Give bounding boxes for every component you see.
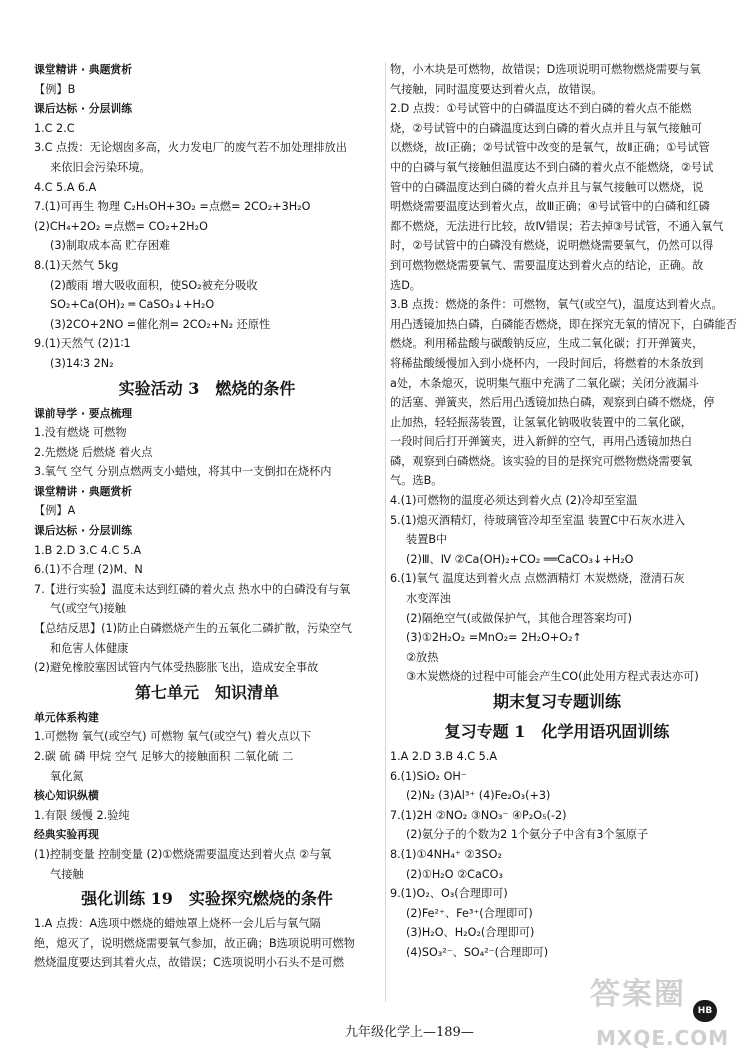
answer-line: 3.氧气 空气 分别点燃两支小蜡烛，将其中一支倒扣在烧杯内: [34, 465, 332, 479]
answer-line: 6.(1)不合理 (2)M、N: [34, 563, 143, 577]
section-heading: 核心知识纵横: [34, 789, 99, 803]
answer-line: (2)氨分子的个数为2 1个氨分子中含有3个氢原子: [406, 828, 649, 842]
answer-line: 到可燃物燃烧需要氧气、需要温度达到着火点的结论，正确。故: [390, 258, 704, 272]
answer-line: 1.可燃物 氧气(或空气) 可燃物 氧气(或空气) 着火点以下: [34, 730, 312, 744]
section-heading: 课后达标 · 分层训练: [34, 102, 132, 116]
answer-line: 氧化氮: [50, 769, 84, 783]
answer-line: 气(或空气)接触: [50, 602, 126, 616]
answer-line: 2.碳 硫 磷 甲烷 空气 足够大的接触面积 二氧化硫 二: [34, 750, 294, 763]
answer-line: (3)制取成本高 贮存困难: [50, 239, 171, 253]
left-column: [34, 60, 380, 973]
answer-line: 磷，观察到白磷燃烧。该实验的目的是探究可燃物燃烧需要氧: [390, 454, 693, 468]
answer-line: 2.先燃烧 后燃烧 着火点: [34, 445, 153, 459]
answer-line: (1)控制变量 控制变量 (2)①燃烧需要温度达到着火点 ②与氧: [34, 847, 332, 861]
answer-line: (2)Ⅲ、Ⅳ ②Ca(OH)₂+CO₂ ══CaCO₃↓+H₂O: [406, 552, 634, 566]
answer-line: 3.B 点拨：燃烧的条件：可燃物，氧气(或空气)，温度达到着火点。: [390, 298, 723, 312]
answer-line: 气接触，同时温度要达到着火点，故错误。: [390, 82, 603, 96]
answer-line: 1.有限 缓慢 2.验纯: [34, 808, 130, 822]
answer-line: 8.(1)①4NH₄⁺ ②3SO₂: [390, 847, 502, 861]
answer-line: 选D。: [390, 278, 421, 292]
answer-line: 8.(1)天然气 5kg: [34, 258, 119, 272]
answer-line: 气。选B。: [390, 474, 443, 488]
answer-line: (3)①2H₂O₂ =MnO₂= 2H₂O+O₂↑: [406, 631, 582, 645]
answer-line: 一段时间后打开弹簧夹，进入新鲜的空气，再用凸透镜加热白: [390, 435, 693, 449]
answer-line: 2.D 点拨：①号试管中的白磷温度达不到白磷的着火点不能燃: [390, 102, 692, 116]
right-column: [390, 60, 737, 963]
answer-line: 气接触: [50, 867, 84, 881]
answer-line: 用凸透镜加热白磷，白磷能否燃烧，即在探究无氧的情况下，白磷能否: [390, 317, 737, 331]
section-heading: 课前导学 · 要点梳理: [34, 406, 132, 420]
answer-line: 物，小木块是可燃物，故错误；D选项说明可燃物燃烧需要与氧: [390, 63, 701, 76]
answer-line: (2)N₂ (3)Al³⁺ (4)Fe₂O₃(+3): [406, 789, 551, 803]
column-divider: [385, 62, 386, 1002]
watermark-text: 答案圈: [590, 977, 686, 1012]
answer-line: 7.【进行实验】温度未达到红磷的着火点 热水中的白磷没有与氧: [34, 582, 351, 596]
answer-line: 1.B 2.D 3.C 4.C 5.A: [34, 543, 142, 557]
unit-title: 强化训练 19 实验探究燃烧的条件: [81, 889, 333, 909]
answer-line: 的活塞、弹簧夹，然后用凸透镜加热白磷，观察到白磷不燃烧，停: [390, 396, 715, 410]
answer-line: 9.(1)O₂、O₃(合理即可): [390, 887, 508, 901]
answer-line: 中的白磷与氧气接触但温度达不到白磷的着火点不能燃烧，②号试: [390, 160, 714, 174]
answer-line: 水变浑浊: [406, 592, 451, 606]
section-heading: 单元体系构建: [34, 710, 99, 724]
answer-line: 时，②号试管中的白磷没有燃烧，说明燃烧需要氧气，仍然可以得: [390, 239, 714, 253]
answer-line: (3)H₂O、H₂O₂(合理即可): [406, 926, 535, 940]
answer-line: ②放热: [406, 650, 439, 664]
answer-line: 6.(1)SiO₂ OH⁻: [390, 769, 467, 783]
unit-title: 实验活动 3 燃烧的条件: [118, 378, 296, 398]
answer-line: 管中的白磷温度达到白磷的着火点并且与氧气接触可以燃烧，说: [390, 180, 704, 194]
answer-line: a处，木条熄灭，说明集气瓶中充满了二氧化碳；关闭分液漏斗: [390, 376, 699, 390]
answer-line: 绝，熄灭了，说明燃烧需要氧气参加，故正确；B选项说明可燃物: [34, 936, 355, 950]
answer-line: 烧，②号试管中的白磷温度达到白磷的着火点并且与氧气接触可: [390, 121, 703, 135]
answer-line: 6.(1)氧气 温度达到着火点 点燃酒精灯 木炭燃烧，澄清石灰: [390, 572, 685, 586]
watermark-url: MXQE.COM: [596, 1026, 730, 1050]
answer-line: (2)酸雨 增大吸收面积，使SO₂被充分吸收: [50, 278, 258, 292]
unit-title: 复习专题 1 化学用语巩固训练: [444, 722, 670, 741]
answer-line: 7.(1)可再生 物理 C₂H₅OH+3O₂ =点燃= 2CO₂+3H₂O: [34, 200, 311, 214]
answer-line: 将稀盐酸缓慢加入到小烧杯内，一段时间后，将燃着的木条放到: [390, 356, 704, 370]
answer-line: 和危害人体健康: [50, 641, 129, 655]
answer-line: 止加热，轻轻振荡装置，让氢氧化钠吸收装置中的二氧化碳，: [390, 415, 693, 429]
answer-line: 7.(1)2H ②NO₂ ③NO₃⁻ ④P₂O₅(-2): [390, 808, 567, 822]
answer-line: 1.A 2.D 3.B 4.C 5.A: [390, 750, 498, 763]
answer-line: 1.A 点拨：A选项中燃烧的蜡烛罩上烧杯一会儿后与氧气隔: [34, 917, 321, 931]
answer-line: 来依旧会污染环境。: [50, 160, 151, 174]
answer-line: 4.C 5.A 6.A: [34, 180, 97, 194]
answer-line: 【例】A: [34, 504, 76, 518]
section-heading: 课堂精讲 · 典题赏析: [34, 484, 132, 498]
answer-line: 以燃烧，故Ⅰ正确；②号试管中改变的是氧气，故Ⅱ正确；①号试管: [390, 141, 710, 155]
answer-line: ③木炭燃烧的过程中可能会产生CO(此处用方程式表达亦可): [406, 670, 699, 684]
answer-line: 1.C 2.C: [34, 121, 75, 135]
answer-line: (2)隔绝空气(或做保护气，其他合理答案均可): [406, 611, 632, 625]
answer-line: 5.(1)熄灭酒精灯，待玻璃管冷却至室温 装置C中石灰水进入: [390, 513, 686, 527]
answer-line: 4.(1)可燃物的温度必须达到着火点 (2)冷却至室温: [390, 494, 638, 508]
page-folio: 九年级化学上—189—: [345, 1025, 474, 1040]
answer-line: 3.C 点拨：无论烟囱多高，火力发电厂的废气若不加处理排放出: [34, 141, 347, 155]
section-heading: 经典实验再现: [34, 828, 99, 842]
answer-line: 1.没有燃烧 可燃物: [34, 426, 127, 440]
answer-line: (4)SO₃²⁻、SO₄²⁻(合理即可): [406, 945, 549, 959]
section-heading: 课堂精讲 · 典题赏析: [34, 63, 132, 76]
answer-line: 燃烧。利用稀盐酸与碳酸钠反应，生成二氧化碳；打开弹簧夹，: [390, 337, 704, 351]
answer-line: 9.(1)天然气 (2)1∶1: [34, 337, 131, 351]
answer-line: SO₂+Ca(OH)₂ ═ CaSO₃↓+H₂O: [50, 298, 215, 312]
section-heading: 课后达标 · 分层训练: [34, 524, 132, 538]
edition-badge: HB: [693, 1000, 717, 1022]
answer-line: 明燃烧需要温度达到着火点，故Ⅲ正确；④号试管中的白磷和红磷: [390, 200, 710, 214]
answer-line: 【例】B: [34, 82, 76, 96]
answer-line: (2)避免橡胶塞因试管内气体受热膨胀飞出，造成安全事故: [34, 661, 319, 675]
unit-title: 第七单元 知识清单: [134, 682, 279, 702]
unit-title: 期末复习专题训练: [492, 692, 621, 711]
answer-line: (3)14∶3 2N₂: [50, 356, 114, 370]
watermark-logo: [590, 977, 740, 1059]
answer-line: 【总结反思】(1)防止白磷燃烧产生的五氧化二磷扩散，污染空气: [34, 622, 352, 636]
answer-line: (3)2CO+2NO =催化剂= 2CO₂+N₂ 还原性: [50, 317, 271, 331]
answer-line: 燃烧温度要达到其着火点，故错误；C选项说明小石头不是可燃: [34, 956, 344, 970]
answer-line: (2)CH₄+2O₂ =点燃= CO₂+2H₂O: [34, 219, 208, 233]
answer-line: (2)①H₂O ②CaCO₃: [406, 867, 503, 881]
answer-line: 装置B中: [406, 533, 448, 547]
answer-line: 都不燃烧，无法进行比较，故Ⅳ错误；若去掉③号试管，不通入氧气: [390, 219, 724, 233]
answer-line: (2)Fe²⁺、Fe³⁺(合理即可): [406, 906, 533, 920]
